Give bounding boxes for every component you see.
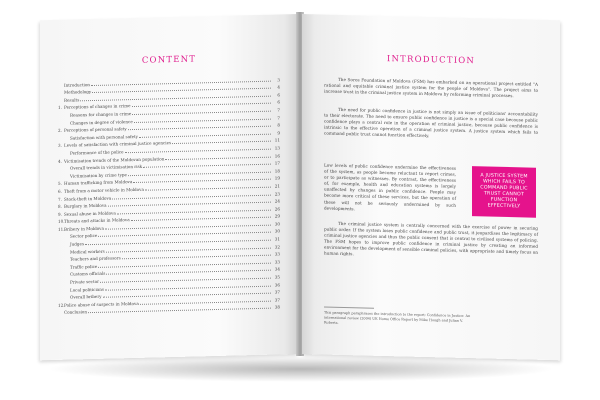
toc-entry-title: Results: [64, 97, 80, 103]
toc-entry-title: Overall trends in victimisation risk: [70, 163, 143, 171]
toc-entry-page: 26: [274, 206, 280, 212]
toc-entry-page: 32: [274, 244, 280, 250]
introduction-heading: INTRODUCTION: [386, 54, 476, 67]
toc-entry-page: 29: [274, 213, 280, 219]
toc-entry-number: 4.: [58, 158, 62, 164]
toc-entry-title: Perceptions of changes in crime: [64, 103, 131, 111]
right-page: [302, 14, 560, 360]
toc-entry-page: 17: [274, 160, 280, 166]
toc-entry-title: Conclusion: [64, 309, 87, 316]
intro-paragraph-3: Low levels of public confidence undermine the effectiveness of the system, as people become reluctant to report crimes, or to participate as witnesses. By contrast, the effectiveness of, for example, health and education systems is largely unaffected by changes in public confidence. People may become more critical of these services, but the operation of these will not be seriously undermined by such developments.: [324, 162, 456, 211]
toc-entry-page: 33: [274, 259, 280, 265]
toc-entry-title: Private sector: [70, 278, 100, 285]
toc-entry-title: Judges: [70, 241, 85, 247]
pull-quote-box: A JUSTICE SYSTEM WHICH FAILS TO COMMAND PUBLIC TRUST CANNOT FUNCTION EFFECTIVELY: [472, 166, 536, 218]
toc-entry-title: Sector police: [70, 233, 98, 240]
toc-entry-title: Human trafficking from Moldova: [64, 179, 133, 187]
toc-entry-number: 2.: [58, 127, 62, 134]
toc-entry-page: 37: [274, 297, 280, 303]
toc-entry-title: Performance of the police: [70, 149, 124, 156]
toc-entry-page: 19: [274, 175, 280, 181]
toc-entry-title: Sexual abuse in Moldova: [64, 210, 116, 217]
toc-entry-number: 1.: [58, 105, 62, 111]
toc-entry-page: 24: [274, 198, 280, 204]
toc-entry-number: 3.: [58, 143, 62, 149]
toc-entry-title: Customs officials: [70, 271, 106, 278]
toc-entry-title: Introduction: [64, 81, 90, 88]
intro-paragraph-4: The criminal justice system is centrally concerned with the exercise of power in securing public order. If the system loses public confidence and public trust, it jeopardises the legitimacy of criminal justice agencies and thus the public consent that is central to civilised systems of policing. The FSM hopes to improve public confidence in criminal justice by creating an informed environment for the development of sensible criminal policies, with appropriate and timely focus on human rights.: [324, 220, 538, 257]
toc-entry-title: Overall bribery: [70, 294, 102, 300]
toc-entry-title: Police abuse of suspects in Moldova: [64, 300, 139, 308]
toc-entry-title: Local politicians: [70, 286, 104, 293]
toc-entry-page: 23: [274, 190, 280, 197]
table-of-contents: [58, 74, 280, 315]
toc-entry-title: Threats and attacks in Moldova: [64, 217, 130, 225]
toc-entry-title: Reasons for changes in crime: [70, 111, 132, 118]
toc-entry-page: 37: [274, 289, 280, 295]
toc-entry-page: 18: [274, 168, 280, 174]
toc-entry-page: 21: [274, 183, 280, 189]
toc-entry-title: Traffic police: [70, 263, 98, 270]
toc-entry-number: 12.: [58, 302, 65, 308]
toc-entry-number: 10.: [58, 218, 65, 225]
toc-entry-number: 9.: [58, 211, 62, 217]
intro-paragraph-1: The Soros Foundation of Moldova (FSM) has embarked on an operational project entitled "A rational and equitable criminal justice system for the people of Moldova". The project aims to increase trust in the criminal justice system in Moldova by reforming criminal processes.: [324, 76, 538, 99]
toc-entry-title: Teachers and professors: [70, 255, 121, 262]
toc-entry-number: 5.: [58, 181, 62, 187]
toc-entry-title: Victimisation by crime type: [70, 171, 127, 179]
toc-entry-page: 9: [277, 130, 280, 136]
toc-entry-page: 30: [274, 228, 280, 235]
toc-dot-leader: [88, 307, 271, 313]
toc-entry-page: 13: [274, 145, 280, 151]
toc-entry-page: 16: [274, 152, 280, 159]
toc-entry-page: 36: [274, 282, 280, 288]
toc-entry-page: 6: [277, 99, 280, 105]
toc-entry-page: 38: [274, 304, 280, 310]
toc-entry-page: 6: [277, 92, 280, 98]
toc-entry-number: 7.: [58, 196, 62, 202]
toc-entry-title: Victimisation trends of the Moldovan population: [64, 155, 165, 164]
left-page: [40, 14, 298, 360]
toc-entry-page: 35: [274, 274, 280, 280]
toc-entry-title: Bribery in Moldova: [64, 225, 104, 232]
toc-entry-page: 33: [274, 251, 280, 257]
toc-entry-page: 34: [274, 266, 280, 273]
toc-entry-number: 6.: [58, 188, 62, 194]
toc-entry-title: Medical workers: [70, 248, 105, 255]
booklet-shadow: [46, 356, 556, 382]
toc-entry-title: Stock-theft in Moldova: [64, 195, 112, 202]
toc-entry-number: 11.: [58, 226, 65, 232]
contents-heading: CONTENT: [141, 54, 197, 66]
footnote: This paragraph paraphrases the introduction to the report: Confidence in Justice: An international review (2004) UK Home Office Report by Mike Hough and Julian V. Roberts.: [324, 310, 471, 325]
toc-entry-page: 30: [274, 221, 280, 227]
toc-entry-page: 7: [277, 115, 280, 121]
toc-entry-title: Levels of satisfaction with criminal justice agencies: [64, 140, 172, 149]
toc-entry-page: 7: [277, 107, 280, 113]
toc-entry-page: 3: [277, 77, 280, 83]
toc-entry-title: Burglary in Moldova: [64, 202, 107, 209]
toc-entry-page: 8: [277, 122, 280, 128]
toc-entry-title: Methodology: [64, 89, 92, 95]
intro-paragraph-2: The need for public confidence in justice is not simply an issue of politicians' accountability to their electorate. The need to ensure public confidence in justice is a special case because public confidence plays a central role in the operation of criminal justice, because public confidence is intrinsic to the effective operation of a criminal justice system. A justice system which fails to command public trust cannot function effectively.: [324, 106, 538, 139]
toc-entry-page: 31: [274, 236, 280, 242]
toc-entry-title: Theft from a motor vehicle in Moldova: [64, 186, 144, 194]
toc-entry-title: Changes in degree of violence: [70, 118, 133, 126]
toc-entry-page: 4: [277, 84, 280, 90]
toc-entry-title: Satisfaction with personal safety: [70, 133, 138, 141]
open-booklet: [40, 14, 560, 382]
footnote-divider: [324, 307, 374, 309]
toc-entry-number: 8.: [58, 203, 62, 209]
toc-entry-title: Perceptions of personal safety: [64, 126, 127, 133]
toc-entry-page: 11: [274, 137, 280, 143]
